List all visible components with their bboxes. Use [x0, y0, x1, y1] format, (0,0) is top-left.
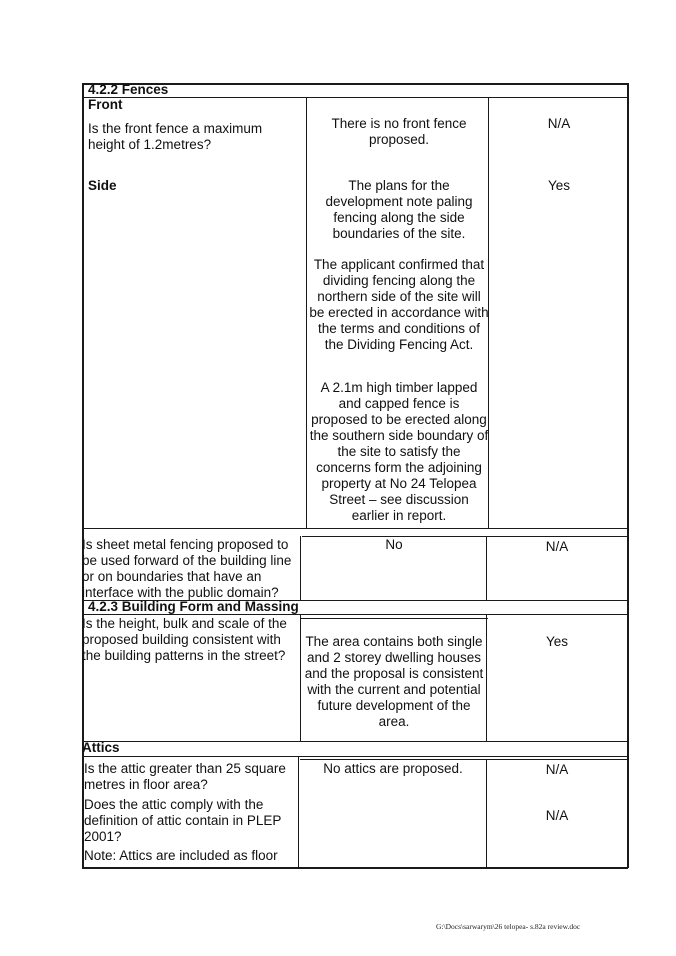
side-comment-2: The applicant confirmed that dividing fencing along the northern side of the site will be erected in accordance with the terms and conditions of the Dividing Fencing Act.	[309, 257, 489, 352]
file-path-footer: G:\Docs\sarwarym\26 telopea- s.82a review.doc	[436, 922, 581, 931]
building-form-compliance: Yes	[545, 634, 569, 649]
front-compliance: N/A	[547, 116, 571, 131]
side-compliance: Yes	[547, 178, 571, 193]
col-divider	[300, 536, 301, 600]
sheet-metal-compliance: N/A	[545, 539, 569, 554]
attics-compliance-1: N/A	[545, 762, 569, 777]
side-comment-1: The plans for the development note paling fencing along the side boundaries of the site.	[325, 178, 473, 241]
row-divider	[300, 618, 488, 619]
side-comment-3: A 2.1m high timber lapped and capped fence is proposed to be erected along the southern side boundary of the site to satisfy the concerns form the adjoining property at No 24 Telopea Street – see discussion earlier in report.	[309, 380, 489, 523]
row-divider	[82, 528, 628, 529]
building-form-question: Is the height, bulk and scale of the proposed building consistent with the building patterns in the street?	[82, 616, 287, 663]
col-divider	[486, 759, 487, 867]
col-divider	[300, 614, 301, 741]
sheet-metal-comment: No	[385, 537, 403, 552]
attics-note: Note: Attics are included as floor	[84, 848, 278, 863]
attics-compliance-2: N/A	[545, 808, 569, 823]
col-divider	[486, 614, 487, 741]
row-divider	[82, 756, 628, 757]
col-divider	[306, 98, 307, 528]
section-heading-building-form: 4.2.3 Building Form and Massing	[88, 599, 299, 614]
attics-question-2: Does the attic comply with the definition of attic contain in PLEP 2001?	[84, 797, 282, 844]
col-divider	[486, 536, 487, 600]
section-heading-fences: 4.2.2 Fences	[88, 82, 169, 97]
table-border-right	[627, 83, 629, 868]
col-divider	[298, 757, 299, 867]
row-divider	[82, 741, 628, 742]
front-comment: There is no front fence proposed.	[331, 116, 467, 147]
section-heading-attics: Attics	[82, 740, 120, 755]
side-label: Side	[88, 178, 117, 193]
front-label: Front	[88, 97, 123, 112]
front-question: Is the front fence a maximum height of 1.2metres?	[88, 121, 263, 152]
sheet-metal-question: Is sheet metal fencing proposed to be used forward of the building line or on boundaries that have an interface with the public domain?	[82, 537, 292, 600]
table-border-bottom	[82, 867, 628, 869]
building-form-comment: The area contains both single and 2 storey dwelling houses and the proposal is consistent with the current and potential future development of the area.	[304, 634, 484, 729]
attics-question-1: Is the attic greater than 25 square metres in floor area?	[84, 761, 286, 792]
row-divider	[300, 759, 628, 760]
attics-comment-1: No attics are proposed.	[323, 761, 463, 776]
